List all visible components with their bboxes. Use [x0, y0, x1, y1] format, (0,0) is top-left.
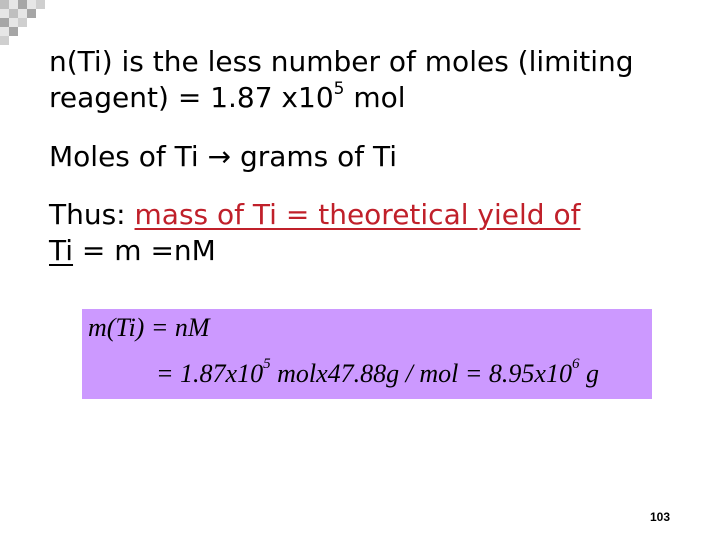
page-number: 103 [650, 510, 671, 524]
theoretical-yield-text [49, 197, 689, 269]
equation-line1: m(Ti) = nM [88, 313, 210, 342]
theoretical-yield-line2: Ti = m =nM [49, 234, 216, 267]
equation-line2: = $1.87x10^5$ molx47.88g / mol = $8.95x10^6$ g [156, 356, 599, 388]
moles-to-grams-text: Moles of Ti → grams of Ti [49, 140, 398, 173]
limiting-reagent-line1: n(Ti) is the less number of moles (limiting [49, 45, 634, 78]
limiting-reagent-text [49, 44, 689, 116]
equation-box [82, 309, 652, 399]
exponent: 5 [333, 78, 345, 99]
corner-checker-decoration [0, 0, 60, 46]
theoretical-yield-line1: Thus: mass of Ti = theoretical yield of [49, 198, 581, 231]
limiting-reagent-line2: reagent) = 1.87 $x10^5$ mol [49, 78, 406, 114]
theoretical-yield-highlight: mass of Ti = theoretical yield of [134, 198, 581, 231]
